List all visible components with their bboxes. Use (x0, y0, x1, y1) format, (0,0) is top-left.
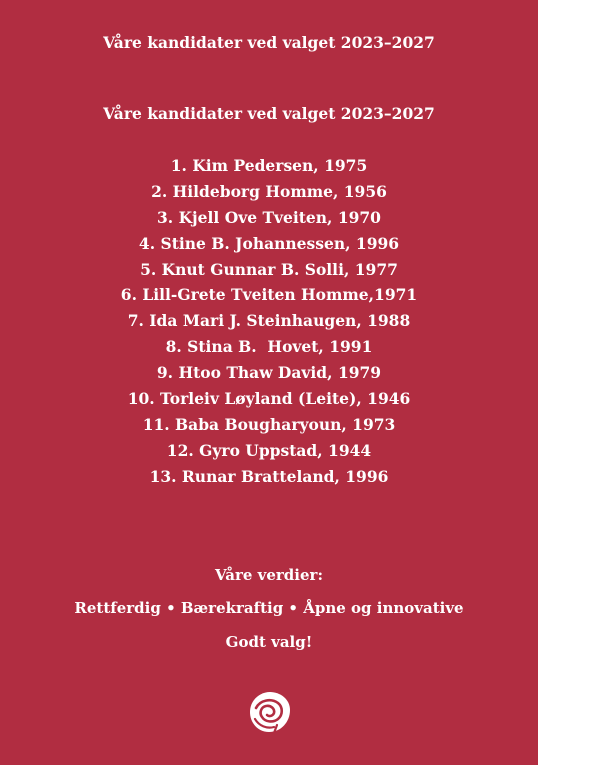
page-title: Våre kandidater ved valget 2023–2027 (103, 33, 435, 52)
candidate-item: 12. Gyro Uppstad, 1944 (166, 440, 372, 460)
candidate-item: 2. Hildeborg Homme, 1956 (151, 181, 387, 201)
candidate-item: 7. Ida Mari J. Steinhaugen, 1988 (127, 311, 411, 331)
closing-text: Godt valg! (225, 633, 313, 651)
candidate-item: 6. Lill-Grete Tveiten Homme,1971 (120, 285, 418, 305)
candidate-item: 13. Runar Bratteland, 1996 (149, 466, 389, 486)
candidate-item: 9. Htoo Thaw David, 1979 (156, 363, 382, 383)
candidates-heading: Våre kandidater ved valget 2023–2027 (103, 104, 435, 123)
candidate-item: 1. Kim Pedersen, 1975 (170, 156, 368, 175)
candidate-item: 11. Baba Bougharyoun, 1973 (142, 414, 396, 434)
candidate-item: 5. Knut Gunnar B. Solli, 1977 (140, 259, 398, 279)
candidate-item: 8. Stina B. Hovet, 1991 (165, 337, 373, 357)
values-list: Rettferdig • Bærekraftig • Åpne og innovative (74, 599, 464, 617)
candidate-item: 10. Torleiv Løyland (Leite), 1946 (127, 389, 411, 409)
rose-logo-icon (247, 689, 293, 735)
candidate-list (0, 153, 538, 490)
values-heading: Våre verdier: (215, 566, 323, 584)
candidate-item: 4. Stine B. Johannessen, 1996 (138, 233, 400, 253)
candidate-item: 3. Kjell Ove Tveiten, 1970 (157, 207, 381, 227)
